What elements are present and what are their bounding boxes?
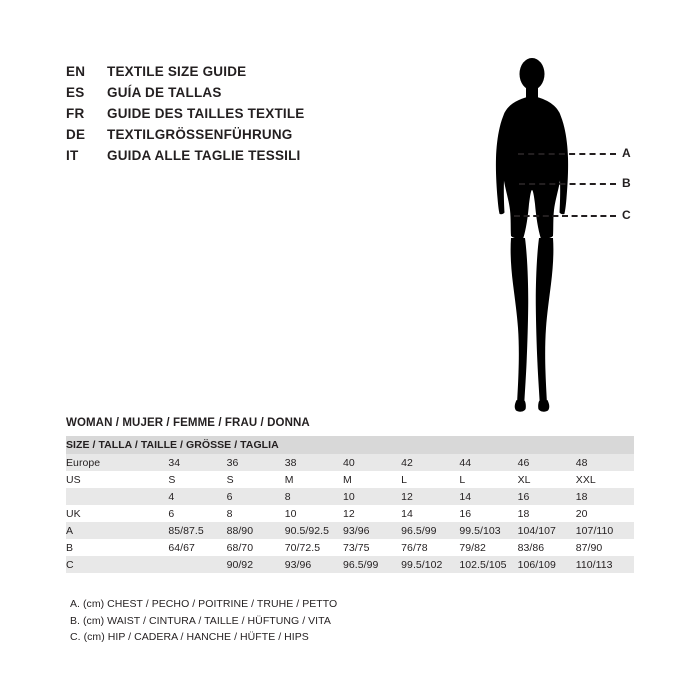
cell: 40	[343, 454, 401, 471]
size-table	[66, 436, 634, 573]
cell: 44	[459, 454, 517, 471]
cell: 90/92	[227, 556, 285, 573]
cell: 99.5/103	[459, 522, 517, 539]
cell: 99.5/102	[401, 556, 459, 573]
cell: 110/113	[576, 556, 634, 573]
measurement-legend	[70, 596, 337, 646]
table-row	[66, 522, 634, 539]
cell: 102.5/105	[459, 556, 517, 573]
cell: M	[343, 471, 401, 488]
cell: 18	[576, 488, 634, 505]
measure-label-b: B	[622, 176, 631, 190]
cell: 73/75	[343, 539, 401, 556]
language-code: DE	[66, 127, 86, 142]
row-label: US	[66, 471, 168, 488]
cell: 14	[459, 488, 517, 505]
table-row-size-header	[66, 436, 634, 454]
legend-line-c: C. (cm) HIP / CADERA / HANCHE / HÜFTE / HIPS	[70, 631, 309, 643]
cell: 85/87.5	[168, 522, 226, 539]
cell: 36	[227, 454, 285, 471]
language-row	[66, 85, 396, 106]
table-caption: WOMAN / MUJER / FEMME / FRAU / DONNA	[66, 417, 310, 429]
cell: 96.5/99	[401, 522, 459, 539]
cell: 46	[518, 454, 576, 471]
table-row	[66, 505, 634, 522]
cell: 16	[518, 488, 576, 505]
cell: 64/67	[168, 539, 226, 556]
table-row	[66, 539, 634, 556]
row-label	[66, 488, 168, 505]
size-header-label: SIZE / TALLA / TAILLE / GRÖSSE / TAGLIA	[66, 436, 634, 454]
measure-line-b	[519, 183, 616, 185]
language-row	[66, 64, 396, 85]
cell: XXL	[576, 471, 634, 488]
table-row	[66, 556, 634, 573]
cell: 90.5/92.5	[285, 522, 343, 539]
cell: 16	[459, 505, 517, 522]
language-title: TEXTILGRÖSSENFÜHRUNG	[107, 127, 293, 142]
cell: 70/72.5	[285, 539, 343, 556]
cell: L	[401, 471, 459, 488]
language-code: EN	[66, 64, 86, 79]
cell: 96.5/99	[343, 556, 401, 573]
language-title: GUIDE DES TAILLES TEXTILE	[107, 106, 305, 121]
cell: 76/78	[401, 539, 459, 556]
cell: 20	[576, 505, 634, 522]
row-label: C	[66, 556, 168, 573]
cell: 38	[285, 454, 343, 471]
language-code: FR	[66, 106, 85, 121]
cell: 87/90	[576, 539, 634, 556]
row-label: Europe	[66, 454, 168, 471]
cell: 107/110	[576, 522, 634, 539]
cell	[168, 556, 226, 573]
body-silhouette-icon	[470, 52, 650, 427]
cell: 42	[401, 454, 459, 471]
cell: 83/86	[518, 539, 576, 556]
cell: 4	[168, 488, 226, 505]
language-row	[66, 148, 396, 169]
cell: 12	[401, 488, 459, 505]
table-row	[66, 454, 634, 471]
cell: 79/82	[459, 539, 517, 556]
cell: 88/90	[227, 522, 285, 539]
language-code: IT	[66, 148, 79, 163]
measure-label-a: A	[622, 146, 631, 160]
cell: 93/96	[285, 556, 343, 573]
cell: L	[459, 471, 517, 488]
cell: S	[168, 471, 226, 488]
language-title-block	[66, 64, 396, 169]
cell: 34	[168, 454, 226, 471]
language-row	[66, 106, 396, 127]
language-title: GUÍA DE TALLAS	[107, 85, 222, 100]
cell: 8	[227, 505, 285, 522]
row-label: UK	[66, 505, 168, 522]
table-row	[66, 471, 634, 488]
cell: 10	[343, 488, 401, 505]
cell: M	[285, 471, 343, 488]
cell: 6	[168, 505, 226, 522]
cell: 104/107	[518, 522, 576, 539]
cell: 6	[227, 488, 285, 505]
cell: S	[227, 471, 285, 488]
cell: 68/70	[227, 539, 285, 556]
language-code: ES	[66, 85, 85, 100]
legend-line-b: B. (cm) WAIST / CINTURA / TAILLE / HÜFTUNG / VITA	[70, 614, 331, 627]
measure-line-c	[514, 215, 616, 217]
language-title: GUIDA ALLE TAGLIE TESSILI	[107, 148, 301, 163]
table-row	[66, 488, 634, 505]
cell: 106/109	[518, 556, 576, 573]
cell: XL	[518, 471, 576, 488]
cell: 8	[285, 488, 343, 505]
language-row	[66, 127, 396, 148]
language-title: TEXTILE SIZE GUIDE	[107, 64, 247, 79]
female-body-figure	[470, 52, 650, 427]
cell: 14	[401, 505, 459, 522]
cell: 93/96	[343, 522, 401, 539]
cell: 10	[285, 505, 343, 522]
row-label: B	[66, 539, 168, 556]
legend-line-a: A. (cm) CHEST / PECHO / POITRINE / TRUHE / PETTO	[70, 598, 338, 610]
measure-line-a	[518, 153, 616, 155]
row-label: A	[66, 522, 168, 539]
cell: 48	[576, 454, 634, 471]
cell: 12	[343, 505, 401, 522]
cell: 18	[518, 505, 576, 522]
measure-label-c: C	[622, 208, 631, 222]
